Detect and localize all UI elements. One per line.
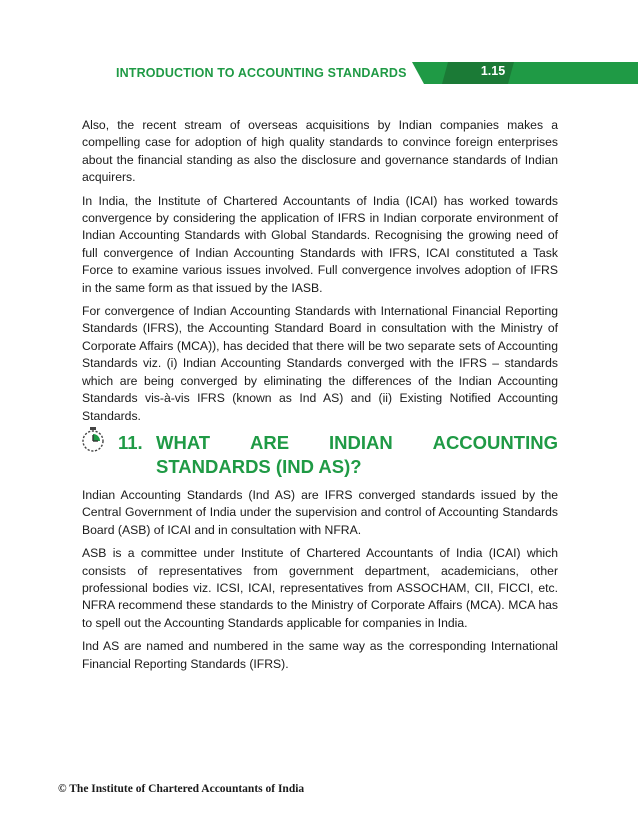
paragraph: Indian Accounting Standards (Ind AS) are IFRS converged standards issued by the Central Government of India under the supervision and control of Accounting Standards Board (ASB) of ICAI and in consultation with NFRA. — [82, 487, 558, 537]
section-title-word: ARE — [250, 431, 290, 453]
page-content — [82, 117, 558, 679]
paragraph: ASB is a committee under Institute of Chartered Accountants of India (ICAI) which consists of representatives from government department, academicians, other professional bodies viz. ICSI, ICAI, representatives from ASSOCHAM, CII, FICCI, etc. NFRA recommend these standards to the Ministry of Corporate Affairs (MCA). MCA has to spell out the Accounting Standards applicable for companies in India. — [82, 546, 558, 630]
paragraph: In India, the Institute of Chartered Accountants of India (ICAI) has worked towards convergence by considering the application of IFRS in Indian corporate environment of Indian Accounting Standards with Global Standards. Recognising the growing need of full convergence of Indian Accounting Standards with IFRS, ICAI constituted a Task Force to examine various issues involved. Full convergence involves adoption of IFRS in the same form as that issued by the IASB. — [82, 193, 558, 295]
paragraph: Also, the recent stream of overseas acquisitions by Indian companies makes a compelling case for adoption of high quality standards to convince foreign enterprises about the financial standing as also the disclosure and governance standards of Indian acquirers. — [82, 118, 558, 185]
clock-icon — [78, 425, 108, 455]
header-band — [0, 0, 638, 100]
page-number: 1.15 — [480, 64, 506, 78]
section-title — [156, 431, 558, 479]
running-header-title: INTRODUCTION TO ACCOUNTING STANDARDS — [116, 66, 407, 80]
paragraph: For convergence of Indian Accounting Standards with International Financial Reporting Standards (IFRS), the Accounting Standard Board in consultation with the Ministry of Corporate Affairs (MCA)), has decided that there will be two separate sets of Accounting Standards viz. (i) Indian Accounting Standards converged with the IFRS – standards which are being converged by eliminating the differences of the Indian Accounting Standards vis-à-vis IFRS (known as Ind AS) and (ii) Existing Notified Accounting Standards. — [82, 304, 558, 423]
section-title-word: INDIAN — [328, 431, 393, 453]
section-number: 11. — [118, 431, 143, 453]
footer-copyright: © The Institute of Chartered Accountants of India — [58, 783, 305, 795]
section-title-word: WHAT — [156, 431, 211, 453]
section-title-word: ACCOUNTING — [432, 431, 558, 453]
section-title-line2: STANDARDS (IND AS)? — [156, 455, 362, 477]
section-heading — [82, 431, 558, 479]
paragraph: Ind AS are named and numbered in the same way as the corresponding International Financial Reporting Standards (IFRS). — [82, 639, 558, 671]
